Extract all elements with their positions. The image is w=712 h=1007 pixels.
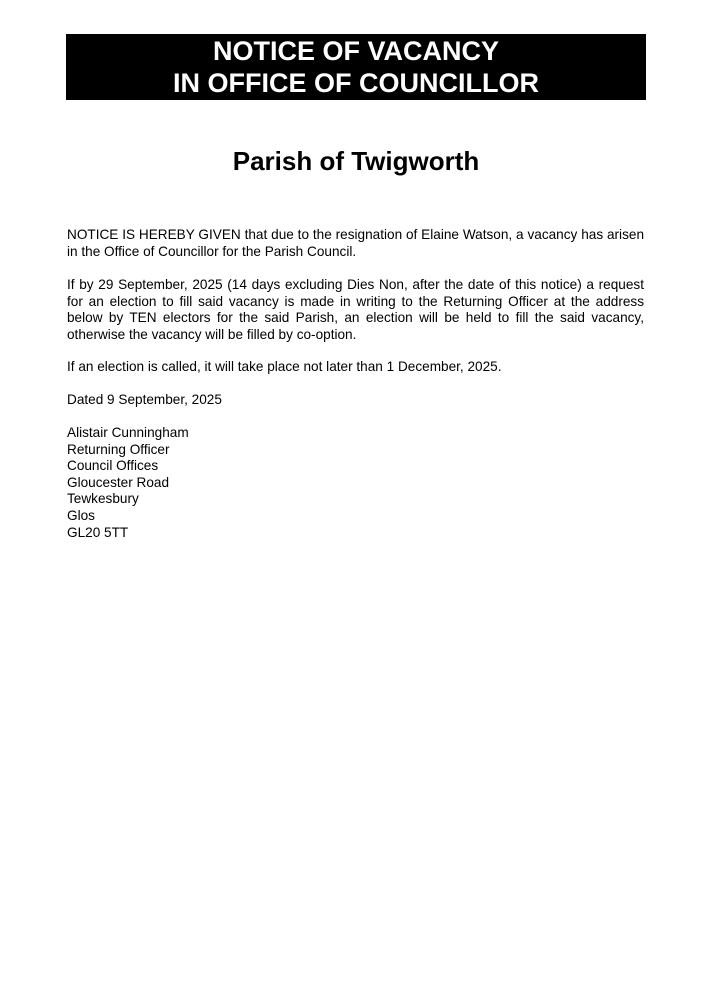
signatory-name: Alistair Cunningham bbox=[67, 425, 189, 440]
notice-heading-line-1: NOTICE OF VACANCY bbox=[212, 36, 499, 66]
address-line-postcode: GL20 5TT bbox=[67, 524, 129, 540]
notice-heading-banner bbox=[66, 34, 646, 100]
address-line-road: Gloucester Road bbox=[67, 474, 170, 490]
address-line-county: Glos bbox=[67, 507, 95, 523]
signatory-role: Returning Officer bbox=[67, 441, 170, 457]
parish-title: Parish of Twigworth bbox=[232, 146, 480, 176]
notice-dated: Dated 9 September, 2025 bbox=[67, 392, 222, 407]
address-line-town: Tewkesbury bbox=[67, 491, 139, 507]
address-line-offices: Council Offices bbox=[67, 458, 159, 474]
notice-paragraph-resignation: NOTICE IS HEREBY GIVEN that due to the resignation of Elaine Watson, a vacancy has arisen in the Office of Councillor for the Parish Council. bbox=[67, 227, 644, 259]
notice-paragraph-election-request: If by 29 September, 2025 (14 days excluding Dies Non, after the date of this notice) a request for an election to fill said vacancy is made in writing to the Returning Officer at the address below by TEN electors for the said Parish, an election will be held to fill the said vacancy, otherwise the vacancy will be filled by co-option. bbox=[67, 277, 644, 342]
notice-paragraph-election-date: If an election is called, it will take place not later than 1 December, 2025. bbox=[67, 359, 502, 374]
notice-heading-line-2: IN OFFICE OF COUNCILLOR bbox=[173, 68, 539, 98]
signatory-block bbox=[67, 425, 467, 541]
